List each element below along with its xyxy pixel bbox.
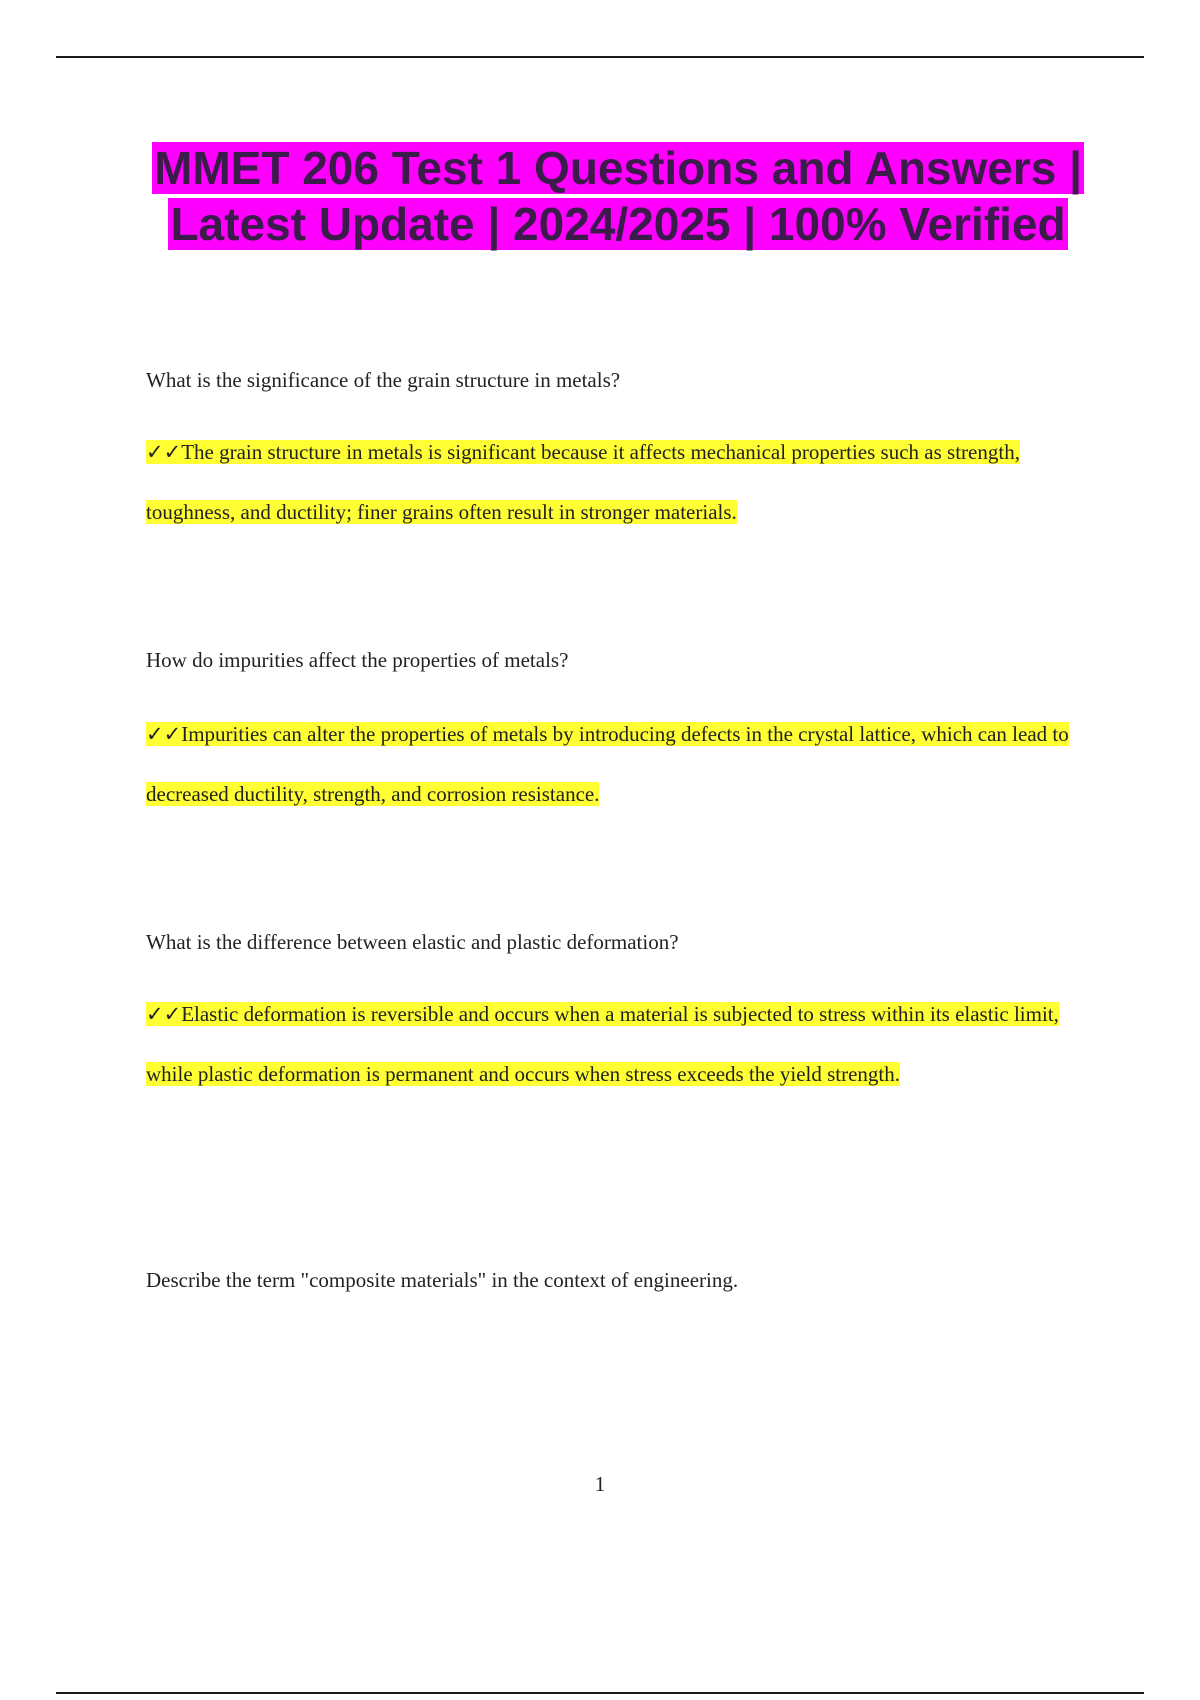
qa-item-4 <box>146 1266 1086 1294</box>
answer-text: Elastic deformation is reversible and occurs when a material is subjected to stress within its elastic limit, while plastic deformation is permanent and occurs when stress exceeds the yield strength. <box>146 1002 1059 1086</box>
question-text: Describe the term "composite materials" in the context of engineering. <box>146 1268 739 1292</box>
page-number: 1 <box>594 1472 606 1496</box>
qa-item-1 <box>146 366 1086 542</box>
answer-highlight <box>146 440 1020 524</box>
question-text: What is the significance of the grain structure in metals? <box>146 368 621 392</box>
top-rule <box>56 56 1144 58</box>
answer-text-block <box>146 422 1086 542</box>
double-check-icon: ✓✓ <box>146 440 182 464</box>
question-text: What is the difference between elastic and plastic deformation? <box>146 930 679 954</box>
answer-highlight <box>146 722 1069 806</box>
document-title: MMET 206 Test 1 Questions and Answers | Latest Update | 2024/2025 | 100% Verified <box>154 142 1082 250</box>
double-check-icon: ✓✓ <box>146 1002 182 1026</box>
qa-item-2 <box>146 646 1086 824</box>
answer-text: Impurities can alter the properties of metals by introducing defects in the crystal lattice, which can lead to decreased ductility, strength, and corrosion resistance. <box>146 722 1069 806</box>
answer-text-block <box>146 704 1086 824</box>
answer-highlight <box>146 1002 1059 1086</box>
question-text: How do impurities affect the properties of metals? <box>146 648 569 672</box>
qa-item-3 <box>146 928 1086 1104</box>
double-check-icon: ✓✓ <box>146 722 182 746</box>
answer-text: The grain structure in metals is significant because it affects mechanical properties such as strength, toughness, and ductility; finer grains often result in stronger materials. <box>146 440 1020 524</box>
answer-text-block <box>146 984 1086 1104</box>
document-title-block <box>120 140 1116 252</box>
bottom-rule <box>56 1692 1144 1694</box>
